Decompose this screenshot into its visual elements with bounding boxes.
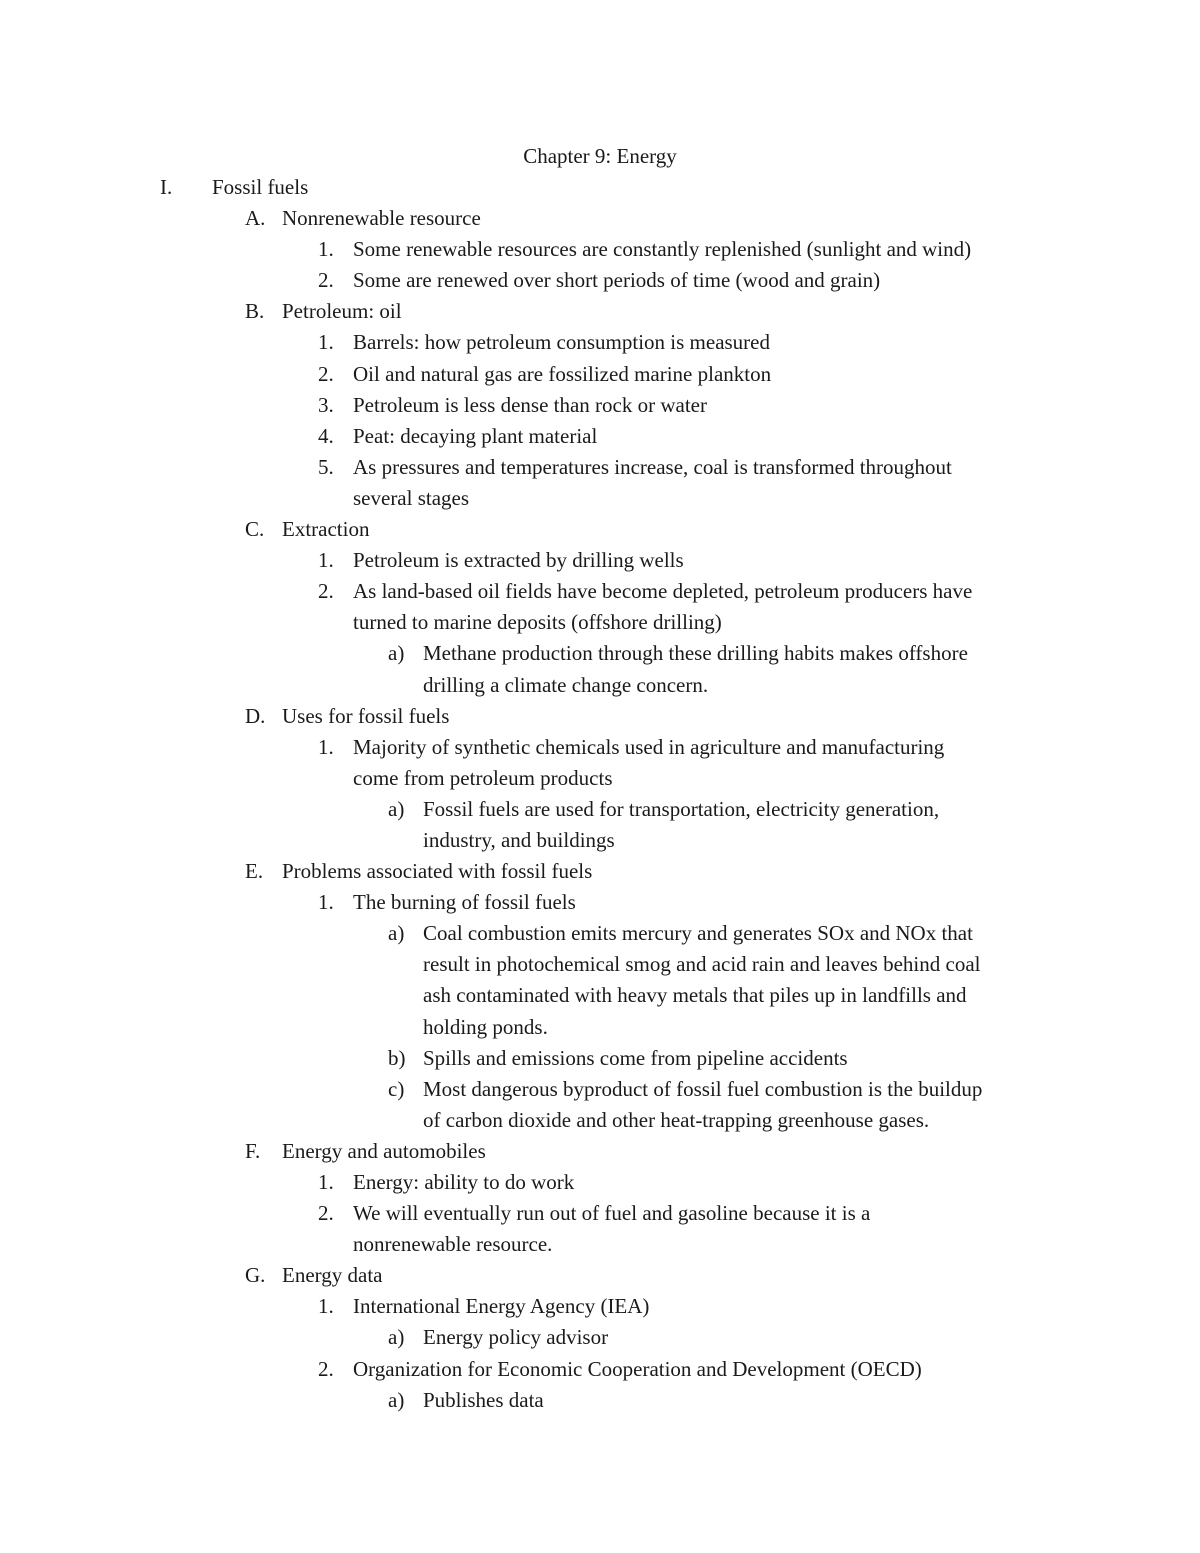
- outline-text: Energy policy advisor: [423, 1325, 609, 1350]
- outline-text: Energy data: [282, 1263, 383, 1288]
- outline-text: Energy and automobiles: [282, 1138, 486, 1163]
- outline-item-level-2: [0, 390, 1200, 421]
- outline-marker: 2.: [318, 1356, 334, 1381]
- outline-text: As pressures and temperatures increase, coal is transformed throughout: [353, 454, 952, 479]
- outline-list: [0, 172, 1200, 1416]
- outline-item-level-2: [0, 1229, 1200, 1260]
- outline-marker: 5.: [318, 454, 334, 479]
- outline-text: Spills and emissions come from pipeline accidents: [423, 1045, 848, 1070]
- outline-text: Publishes data: [423, 1387, 544, 1412]
- outline-text: Peat: decaying plant material: [353, 423, 598, 448]
- outline-text: Problems associated with fossil fuels: [282, 859, 593, 884]
- outline-item-level-2: [0, 265, 1200, 296]
- outline-item-level-3: [0, 1105, 1200, 1136]
- outline-marker: 2.: [318, 1201, 334, 1226]
- outline-marker: 3.: [318, 392, 334, 417]
- outline-marker: a): [388, 796, 405, 821]
- outline-item-level-2: [0, 607, 1200, 638]
- outline-item-level-2: [0, 483, 1200, 514]
- outline-item-level-2: [0, 576, 1200, 607]
- outline-text: The burning of fossil fuels: [353, 890, 576, 915]
- outline-item-level-2: [0, 1291, 1200, 1322]
- outline-marker: 1.: [318, 734, 334, 759]
- outline-marker: I.: [160, 175, 173, 199]
- outline-text: Some are renewed over short periods of time (wood and grain): [353, 268, 881, 293]
- outline-text: of carbon dioxide and other heat-trapping greenhouse gases.: [423, 1107, 930, 1132]
- outline-marker: E.: [245, 859, 264, 884]
- outline-text: Petroleum is extracted by drilling wells: [353, 548, 684, 573]
- outline-marker: B.: [245, 299, 265, 324]
- outline-text: ash contaminated with heavy metals that piles up in landfills and: [423, 983, 967, 1008]
- outline-marker: F.: [245, 1138, 261, 1163]
- outline-item-level-2: [0, 1354, 1200, 1385]
- outline-item-level-3: [0, 825, 1200, 856]
- outline-text: Nonrenewable resource: [282, 206, 481, 231]
- outline-marker: G.: [245, 1263, 266, 1288]
- outline-marker: 1.: [318, 548, 334, 573]
- outline-text: Extraction: [282, 517, 370, 542]
- outline-text: Petroleum is less dense than rock or water: [353, 392, 707, 417]
- outline-marker: 1.: [318, 237, 334, 262]
- outline-marker: 1.: [318, 1294, 334, 1319]
- outline-marker: D.: [245, 703, 266, 728]
- outline-text: Organization for Economic Cooperation and Development (OECD): [353, 1356, 922, 1381]
- outline-item-level-1: [0, 296, 1200, 327]
- outline-item-level-2: [0, 1198, 1200, 1229]
- outline-text: Barrels: how petroleum consumption is measured: [353, 330, 770, 355]
- outline-marker: a): [388, 1387, 405, 1412]
- outline-item-level-3: [0, 949, 1200, 980]
- outline-text: Fossil fuels are used for transportation, electricity generation,: [423, 796, 940, 821]
- outline-marker: 1.: [318, 890, 334, 915]
- outline-item-level-3: [0, 918, 1200, 949]
- outline-marker: 4.: [318, 423, 334, 448]
- outline-item-level-1: [0, 203, 1200, 234]
- outline-marker: 2.: [318, 268, 334, 293]
- outline-text: holding ponds.: [423, 1014, 548, 1039]
- outline-item-level-3: [0, 1385, 1200, 1416]
- outline-text: nonrenewable resource.: [353, 1232, 553, 1257]
- outline-text: drilling a climate change concern.: [423, 672, 709, 697]
- outline-marker: C.: [245, 517, 265, 542]
- outline-text: Most dangerous byproduct of fossil fuel combustion is the buildup: [423, 1076, 983, 1101]
- outline-item-level-3: [0, 1043, 1200, 1074]
- outline-item-level-2: [0, 545, 1200, 576]
- outline-item-level-2: [0, 763, 1200, 794]
- outline-item-level-2: [0, 1167, 1200, 1198]
- outline-item-level-2: [0, 421, 1200, 452]
- outline-marker: a): [388, 1325, 405, 1350]
- outline-item-level-3: [0, 1074, 1200, 1105]
- outline-marker: 2.: [318, 579, 334, 604]
- outline-text: As land-based oil fields have become depleted, petroleum producers have: [353, 579, 973, 604]
- outline-marker: A.: [245, 206, 266, 231]
- outline-item-level-2: [0, 234, 1200, 265]
- outline-text: We will eventually run out of fuel and gasoline because it is a: [353, 1201, 871, 1226]
- outline-text: Majority of synthetic chemicals used in agriculture and manufacturing: [353, 734, 945, 759]
- outline-item-level-2: [0, 327, 1200, 358]
- outline-text: turned to marine deposits (offshore drilling): [353, 610, 722, 635]
- outline-item-level-0: [0, 172, 1200, 203]
- outline-text: Uses for fossil fuels: [282, 703, 450, 728]
- outline-item-level-3: [0, 794, 1200, 825]
- outline-marker: c): [388, 1076, 405, 1101]
- page-title: Chapter 9: Energy: [523, 144, 677, 168]
- outline-marker: a): [388, 921, 405, 946]
- outline-text: Some renewable resources are constantly replenished (sunlight and wind): [353, 237, 972, 262]
- outline-text: Oil and natural gas are fossilized marine plankton: [353, 361, 772, 386]
- outline-text: Petroleum: oil: [282, 299, 402, 324]
- outline-item-level-3: [0, 1322, 1200, 1353]
- outline-text: several stages: [353, 485, 470, 510]
- outline-text: Energy: ability to do work: [353, 1170, 575, 1194]
- outline-item-level-3: [0, 980, 1200, 1011]
- outline-text: Methane production through these drilling habits makes offshore: [423, 641, 968, 666]
- outline-item-level-1: [0, 701, 1200, 732]
- outline-item-level-1: [0, 1260, 1200, 1291]
- outline-text: Fossil fuels: [212, 175, 309, 199]
- outline-item-level-2: [0, 732, 1200, 763]
- outline-marker: 1.: [318, 1170, 334, 1194]
- outline-text: come from petroleum products: [353, 765, 613, 790]
- outline-text: Coal combustion emits mercury and generates SOx and NOx that: [423, 921, 973, 946]
- outline-text: International Energy Agency (IEA): [353, 1294, 650, 1319]
- outline-item-level-1: [0, 514, 1200, 545]
- outline-item-level-2: [0, 452, 1200, 483]
- outline-marker: b): [388, 1045, 406, 1070]
- outline-marker: 1.: [318, 330, 334, 355]
- outline-item-level-3: [0, 670, 1200, 701]
- outline-item-level-3: [0, 638, 1200, 669]
- outline-item-level-2: [0, 887, 1200, 918]
- outline-marker: 2.: [318, 361, 334, 386]
- outline-item-level-2: [0, 359, 1200, 390]
- outline-text: result in photochemical smog and acid rain and leaves behind coal: [423, 952, 981, 977]
- outline-marker: a): [388, 641, 405, 666]
- outline-item-level-1: [0, 1136, 1200, 1167]
- outline-item-level-1: [0, 856, 1200, 887]
- outline-item-level-3: [0, 1012, 1200, 1043]
- outline-text: industry, and buildings: [423, 827, 615, 852]
